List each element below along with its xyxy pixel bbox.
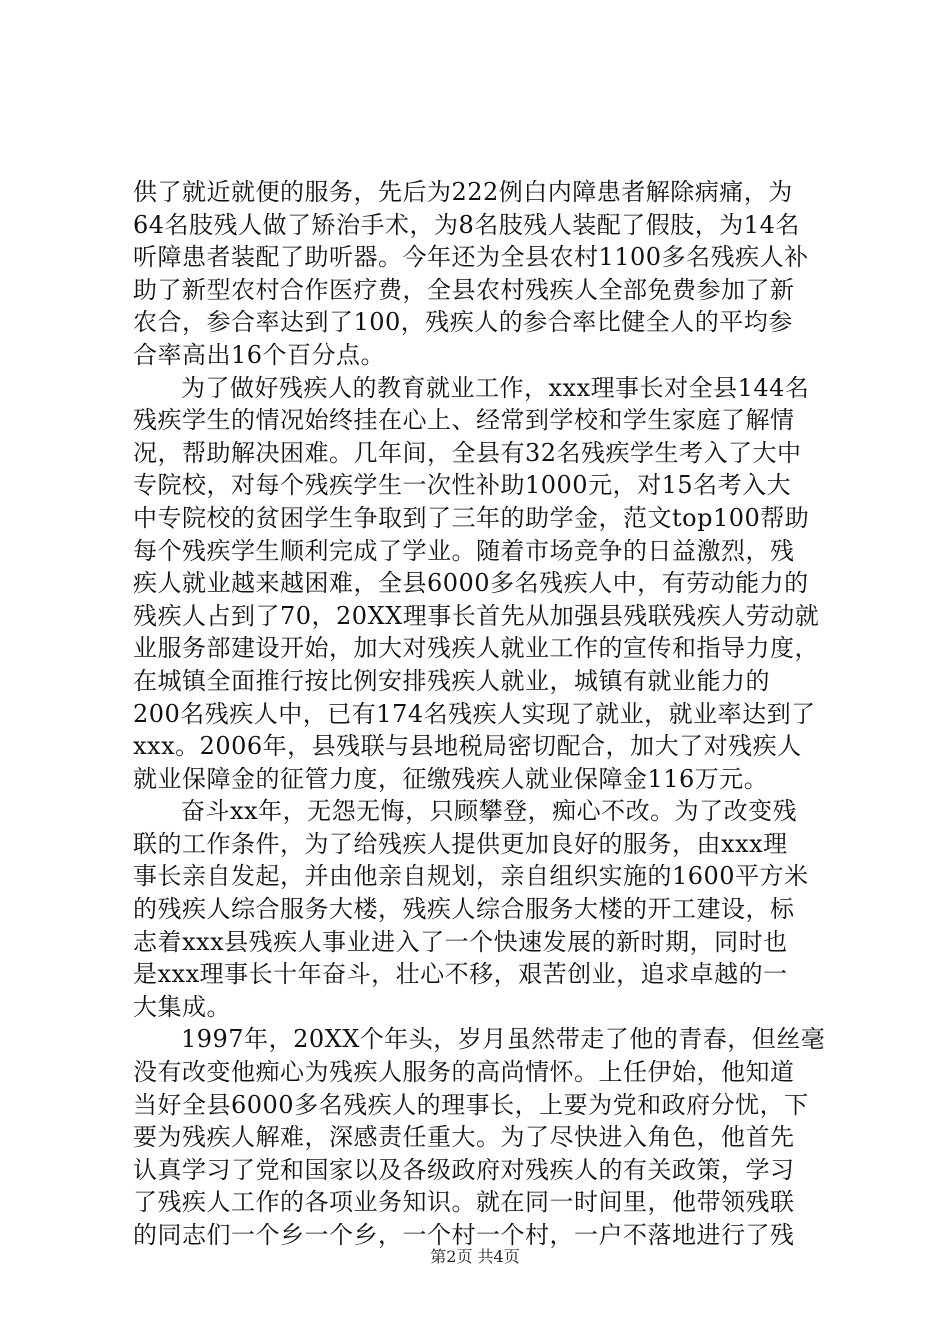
text-line: 就业保障金的征管力度，征缴残疾人就业保障金116万元。 [133, 764, 769, 793]
text-line: 在城镇全面推行按比例安排残疾人就业，城镇有就业能力的 [133, 666, 770, 695]
text-line: 没有改变他痴心为残疾人服务的高尚情怀。上任伊始，他知道 [133, 1058, 795, 1087]
paragraph [133, 1023, 833, 1251]
text-line: 专院校，对每个残疾学生一次性补助1000元，对15名考入大 [133, 471, 792, 500]
text-line: 联的工作条件，为了给残疾人提供更加良好的服务，由xxx理 [133, 829, 788, 858]
text-line: 听障患者装配了助听器。今年还为全县农村1100多名残疾人补 [133, 243, 809, 272]
text-line: 况，帮助解决困难。几年间，全县有32名残疾学生考入了大中 [133, 438, 802, 467]
paragraph [133, 372, 833, 796]
text-line: 合率高出16个百分点。 [133, 340, 386, 369]
text-line: 要为残疾人解难，深感责任重大。为了尽快进入角色，他首先 [133, 1123, 795, 1152]
document-body [133, 176, 833, 1252]
text-line: 业服务部建设开始，加大对残疾人就业工作的宣传和指导力度， [133, 634, 819, 663]
text-line: 64名肢残人做了矫治手术，为8名肢残人装配了假肢，为14名 [133, 210, 800, 239]
text-line: 的同志们一个乡一个乡，一个村一个村，一户不落地进行了残 [133, 1221, 795, 1249]
text-line: 志着xxx县残疾人事业进入了一个快速发展的新时期，同时也 [133, 927, 788, 956]
text-line: 残疾学生的情况始终挂在心上、经常到学校和学生家庭了解情 [133, 406, 795, 435]
text-line: xxx。2006年，县残联与县地税局密切配合，加大了对残疾人 [133, 732, 802, 761]
text-line: 认真学习了党和国家以及各级政府对残疾人的有关政策，学习 [133, 1155, 795, 1184]
text-line: 农合，参合率达到了100，残疾人的参合率比健全人的平均参 [133, 308, 793, 337]
text-line: 1997年，20XX个年头，岁月虽然带走了他的青春，但丝毫 [181, 1025, 826, 1054]
text-line: 200名残疾人中，已有174名残疾人实现了就业，就业率达到了 [133, 699, 816, 728]
text-line: 当好全县6000多名残疾人的理事长，上要为党和政府分忧，下 [133, 1090, 809, 1119]
text-line: 残疾人占到了70，20XX理事长首先从加强县残联残疾人劳动就 [133, 601, 820, 630]
text-line: 为了做好残疾人的教育就业工作，xxx理事长对全县144名 [181, 373, 810, 402]
page-footer: 第2页 共4页 [430, 1247, 520, 1266]
text-line: 助了新型农村合作医疗费，全县农村残疾人全部免费参加了新 [133, 275, 795, 304]
text-line: 奋斗xx年，无怨无悔，只顾攀登，痴心不改。为了改变残 [181, 797, 798, 826]
paragraph [133, 176, 833, 372]
paragraph [133, 795, 833, 1023]
text-line: 了残疾人工作的各项业务知识。就在同一时间里，他带领残联 [133, 1188, 795, 1217]
text-line: 每个残疾学生顺利完成了学业。随着市场竞争的日益激烈，残 [133, 536, 795, 565]
text-line: 供了就近就便的服务，先后为222例白内障患者解除病痛，为 [133, 178, 793, 206]
text-line: 中专院校的贫困学生争取到了三年的助学金，范文top100帮助 [133, 503, 810, 532]
text-line: 事长亲自发起，并由他亲自规划，亲自组织实施的1600平方米 [133, 862, 809, 891]
text-line: 的残疾人综合服务大楼，残疾人综合服务大楼的开工建设，标 [133, 895, 795, 924]
text-line: 疾人就业越来越困难，全县6000多名残疾人中，有劳动能力的 [133, 569, 809, 598]
text-line: 大集成。 [133, 992, 231, 1021]
text-line: 是xxx理事长十年奋斗，壮心不移，艰苦创业，追求卓越的一 [133, 960, 788, 989]
